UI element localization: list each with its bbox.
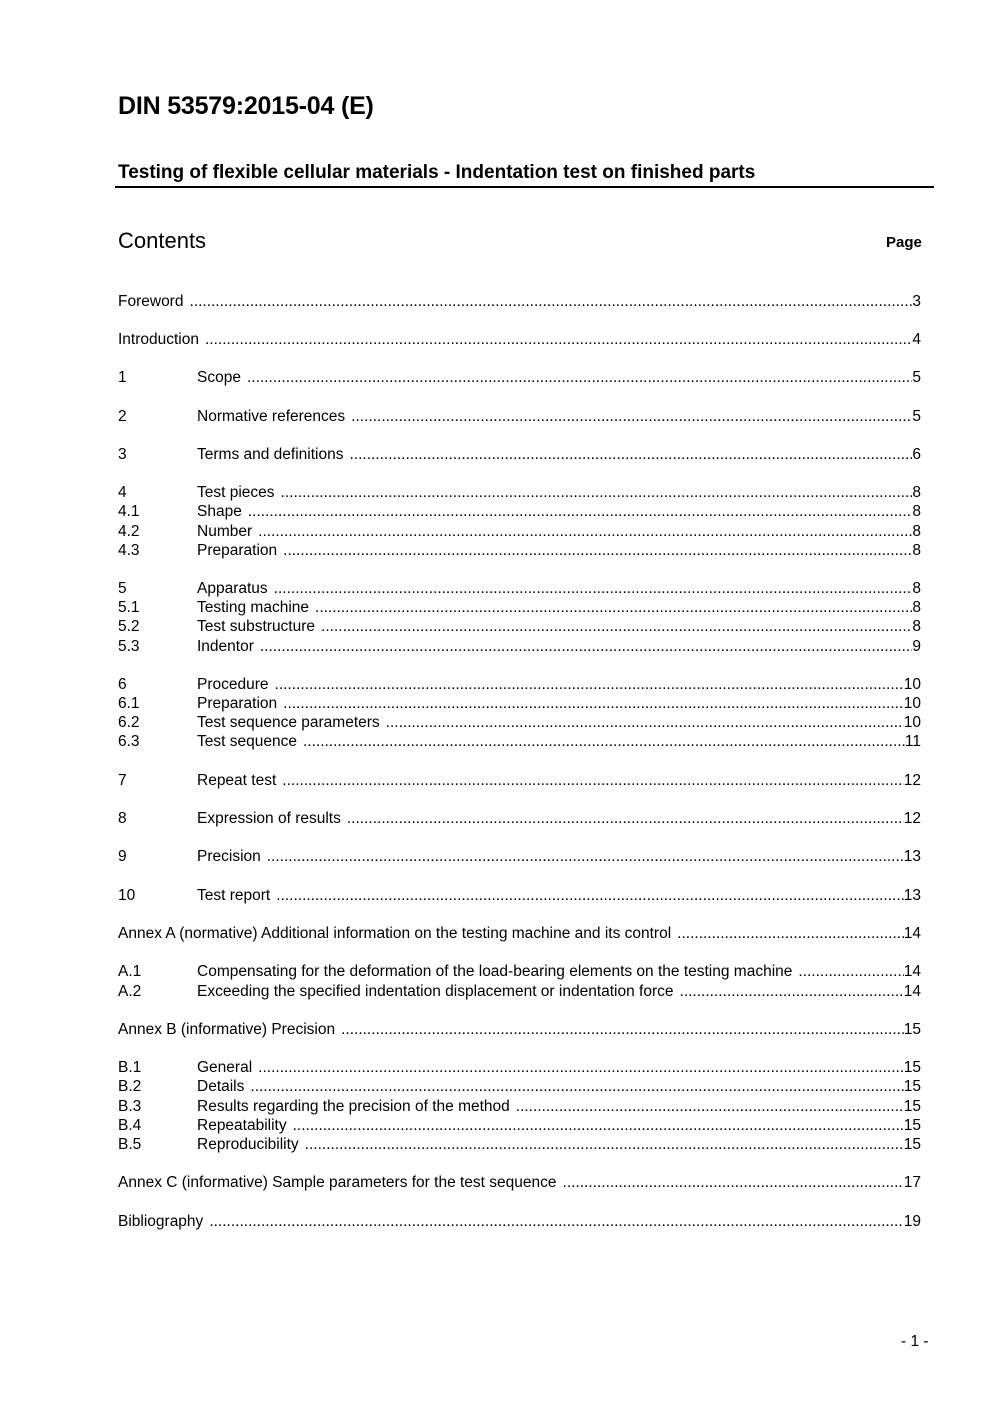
toc-entry-number: 4.1: [118, 503, 140, 520]
toc-entry-page: 15: [903, 1021, 921, 1038]
toc-dot-leader: [205, 330, 912, 349]
toc-entry[interactable]: [118, 1077, 921, 1096]
toc-entry[interactable]: [118, 483, 921, 502]
toc-entry-page: 8: [912, 484, 921, 501]
toc-entry-page: 15: [903, 1117, 921, 1134]
footer-page-number: - 1 -: [901, 1333, 929, 1350]
toc-entry[interactable]: [118, 617, 921, 636]
toc-entry[interactable]: [118, 713, 921, 732]
toc-entry-label: Preparation: [197, 695, 278, 712]
toc-entry-page: 15: [903, 1078, 921, 1095]
toc-dot-leader: [189, 292, 912, 311]
toc-dot-leader: [283, 694, 904, 713]
toc-dot-leader: [275, 675, 904, 694]
toc-dot-leader: [341, 1020, 904, 1039]
toc-entry-page: 10: [903, 695, 921, 712]
toc-entry-label: Details: [197, 1078, 245, 1095]
toc-entry[interactable]: [118, 1097, 921, 1116]
toc-entry[interactable]: [118, 407, 921, 426]
toc-entry-number: 5.3: [118, 638, 140, 655]
toc-entry[interactable]: [118, 1020, 921, 1039]
toc-entry-number: 5: [118, 580, 127, 597]
toc-entry-label: Preparation: [197, 542, 278, 559]
toc-entry[interactable]: [118, 771, 921, 790]
toc-entry-label: Testing machine: [197, 599, 310, 616]
toc-entry-number: 6.3: [118, 733, 140, 750]
toc-entry-number: 6: [118, 676, 127, 693]
toc-entry-label: Procedure: [197, 676, 269, 693]
toc-dot-leader: [282, 771, 903, 790]
toc-entry-label: Test pieces: [197, 484, 275, 501]
toc-dot-leader: [248, 502, 913, 521]
toc-entry-label: Expression of results: [197, 810, 341, 827]
toc-dot-leader: [677, 924, 904, 943]
toc-dot-leader: [680, 982, 904, 1001]
toc-dot-leader: [303, 732, 905, 751]
toc-entry[interactable]: [118, 694, 921, 713]
toc-dot-leader: [386, 713, 904, 732]
toc-entry-page: 15: [903, 1098, 921, 1115]
toc-entry-page: 8: [912, 542, 921, 559]
toc-entry-label: Repeatability: [197, 1117, 287, 1134]
toc-entry-page: 14: [903, 963, 921, 980]
toc-entry-number: B.3: [118, 1098, 142, 1115]
toc-entry-page: 15: [903, 1136, 921, 1153]
toc-entry[interactable]: [118, 292, 921, 311]
toc-entry[interactable]: [118, 598, 921, 617]
toc-entry-label: Foreword: [118, 293, 184, 310]
toc-entry[interactable]: [118, 330, 921, 349]
toc-entry[interactable]: [118, 502, 921, 521]
toc-entry-page: 19: [903, 1213, 921, 1230]
toc-entry-number: B.1: [118, 1059, 142, 1076]
toc-dot-leader: [260, 637, 912, 656]
toc-dot-leader: [209, 1212, 903, 1231]
toc-entry[interactable]: [118, 675, 921, 694]
toc-entry[interactable]: [118, 1135, 921, 1154]
toc-entry-number: 9: [118, 848, 127, 865]
toc-dot-leader: [274, 579, 913, 598]
toc-entry[interactable]: [118, 962, 921, 981]
toc-entry-label: Test sequence parameters: [197, 714, 380, 731]
toc-dot-leader: [293, 1116, 904, 1135]
toc-dot-leader: [516, 1097, 904, 1116]
toc-entry-label: Test report: [197, 887, 271, 904]
toc-entry-number: 2: [118, 408, 127, 425]
toc-entry-number: 5.2: [118, 618, 140, 635]
toc-entry-label: Normative references: [197, 408, 346, 425]
toc-entry-page: 13: [903, 887, 921, 904]
toc-entry[interactable]: [118, 982, 921, 1001]
toc-entry[interactable]: [118, 809, 921, 828]
toc-entry-label: General: [197, 1059, 253, 1076]
toc-entry-number: 3: [118, 446, 127, 463]
toc-entry-page: 12: [903, 772, 921, 789]
toc-entry-label: Precision: [197, 848, 261, 865]
toc-entry-page: 10: [903, 714, 921, 731]
toc-dot-leader: [798, 962, 903, 981]
toc-dot-leader: [563, 1173, 904, 1192]
toc-entry-label: Annex C (informative) Sample parameters for the test sequence: [118, 1174, 557, 1191]
document-id: DIN 53579:2015-04 (E): [118, 92, 374, 120]
toc-entry-number: 7: [118, 772, 127, 789]
toc-entry-number: B.5: [118, 1136, 142, 1153]
toc-entry-number: B.4: [118, 1117, 142, 1134]
toc-entry-number: 5.1: [118, 599, 140, 616]
toc-entry-label: Number: [197, 523, 253, 540]
toc-entry[interactable]: [118, 522, 921, 541]
toc-entry-label: Test sequence: [197, 733, 297, 750]
toc-dot-leader: [305, 1135, 904, 1154]
toc-entry-number: 6.1: [118, 695, 140, 712]
toc-entry-page: 8: [912, 503, 921, 520]
toc-entry-label: Introduction: [118, 331, 199, 348]
toc-entry[interactable]: [118, 847, 921, 866]
toc-dot-leader: [267, 847, 904, 866]
toc-dot-leader: [258, 522, 912, 541]
toc-entry[interactable]: [118, 579, 921, 598]
toc-entry[interactable]: [118, 637, 921, 656]
toc-entry-label: Reproducibility: [197, 1136, 299, 1153]
toc-entry-label: Annex A (normative) Additional information on the testing machine and its control: [118, 925, 672, 942]
toc-entry-number: 4.3: [118, 542, 140, 559]
toc-dot-leader: [276, 886, 904, 905]
toc-entry[interactable]: [118, 541, 921, 560]
toc-entry[interactable]: [118, 924, 921, 943]
toc-entry-label: Shape: [197, 503, 242, 520]
toc-entry-page: 15: [903, 1059, 921, 1076]
toc-entry-number: A.2: [118, 983, 142, 1000]
toc-dot-leader: [283, 541, 912, 560]
toc-dot-leader: [347, 809, 904, 828]
page-column-heading: Page: [886, 234, 922, 251]
toc-entry-number: 1: [118, 369, 127, 386]
toc-entry-label: Apparatus: [197, 580, 268, 597]
toc-entry[interactable]: [118, 1058, 921, 1077]
toc-dot-leader: [250, 1077, 903, 1096]
toc-dot-leader: [247, 368, 912, 387]
toc-entry[interactable]: [118, 1212, 921, 1231]
toc-dot-leader: [351, 407, 912, 426]
toc-entry-label: Repeat test: [197, 772, 277, 789]
toc-entry-number: 8: [118, 810, 127, 827]
toc-entry[interactable]: [118, 886, 921, 905]
toc-entry-page: 13: [903, 848, 921, 865]
toc-entry-page: 8: [912, 599, 921, 616]
toc-entry-label: Results regarding the precision of the method: [197, 1098, 510, 1115]
toc-entry[interactable]: [118, 1116, 921, 1135]
toc-entry-page: 6: [912, 446, 921, 463]
toc-entry-page: 8: [912, 580, 921, 597]
toc-entry-page: 14: [903, 925, 921, 942]
toc-entry-number: 10: [118, 887, 136, 904]
toc-dot-leader: [349, 445, 912, 464]
toc-entry-number: 6.2: [118, 714, 140, 731]
toc-entry[interactable]: [118, 1173, 921, 1192]
contents-heading: Contents: [118, 228, 207, 253]
toc-entry-page: 5: [912, 369, 921, 386]
toc-entry-page: 9: [912, 638, 921, 655]
toc-dot-leader: [315, 598, 912, 617]
toc-entry-page: 12: [903, 810, 921, 827]
toc-entry[interactable]: [118, 732, 921, 751]
toc-entry-number: B.2: [118, 1078, 142, 1095]
toc-entry-label: Scope: [197, 369, 241, 386]
document-title: Testing of flexible cellular materials - Indentation test on finished parts: [118, 162, 756, 183]
toc-entry-label: Exceeding the specified indentation displacement or indentation force: [197, 983, 674, 1000]
toc-entry-label: Compensating for the deformation of the load-bearing elements on the testing machine: [197, 963, 793, 980]
title-divider: [115, 186, 934, 188]
toc-entry-page: 11: [904, 733, 921, 750]
toc-entry-page: 8: [912, 618, 921, 635]
toc-dot-leader: [281, 483, 913, 502]
toc-entry-number: 4: [118, 484, 127, 501]
toc-entry-page: 5: [912, 408, 921, 425]
toc-entry-page: 14: [903, 983, 921, 1000]
toc-entry[interactable]: [118, 368, 921, 387]
toc-entry-number: 4.2: [118, 523, 140, 540]
toc-entry[interactable]: [118, 445, 921, 464]
toc-entry-label: Indentor: [197, 638, 254, 655]
toc-entry-page: 8: [912, 523, 921, 540]
toc-entry-page: 3: [912, 293, 921, 310]
toc-entry-label: Terms and definitions: [197, 446, 344, 463]
toc-entry-number: A.1: [118, 963, 142, 980]
toc-entry-label: Test substructure: [197, 618, 316, 635]
toc-entry-page: 10: [903, 676, 921, 693]
toc-entry-label: Bibliography: [118, 1213, 204, 1230]
toc-entry-page: 4: [912, 331, 921, 348]
toc-dot-leader: [321, 617, 912, 636]
toc-dot-leader: [258, 1058, 904, 1077]
toc-entry-page: 17: [903, 1174, 921, 1191]
toc-entry-label: Annex B (informative) Precision: [118, 1021, 336, 1038]
